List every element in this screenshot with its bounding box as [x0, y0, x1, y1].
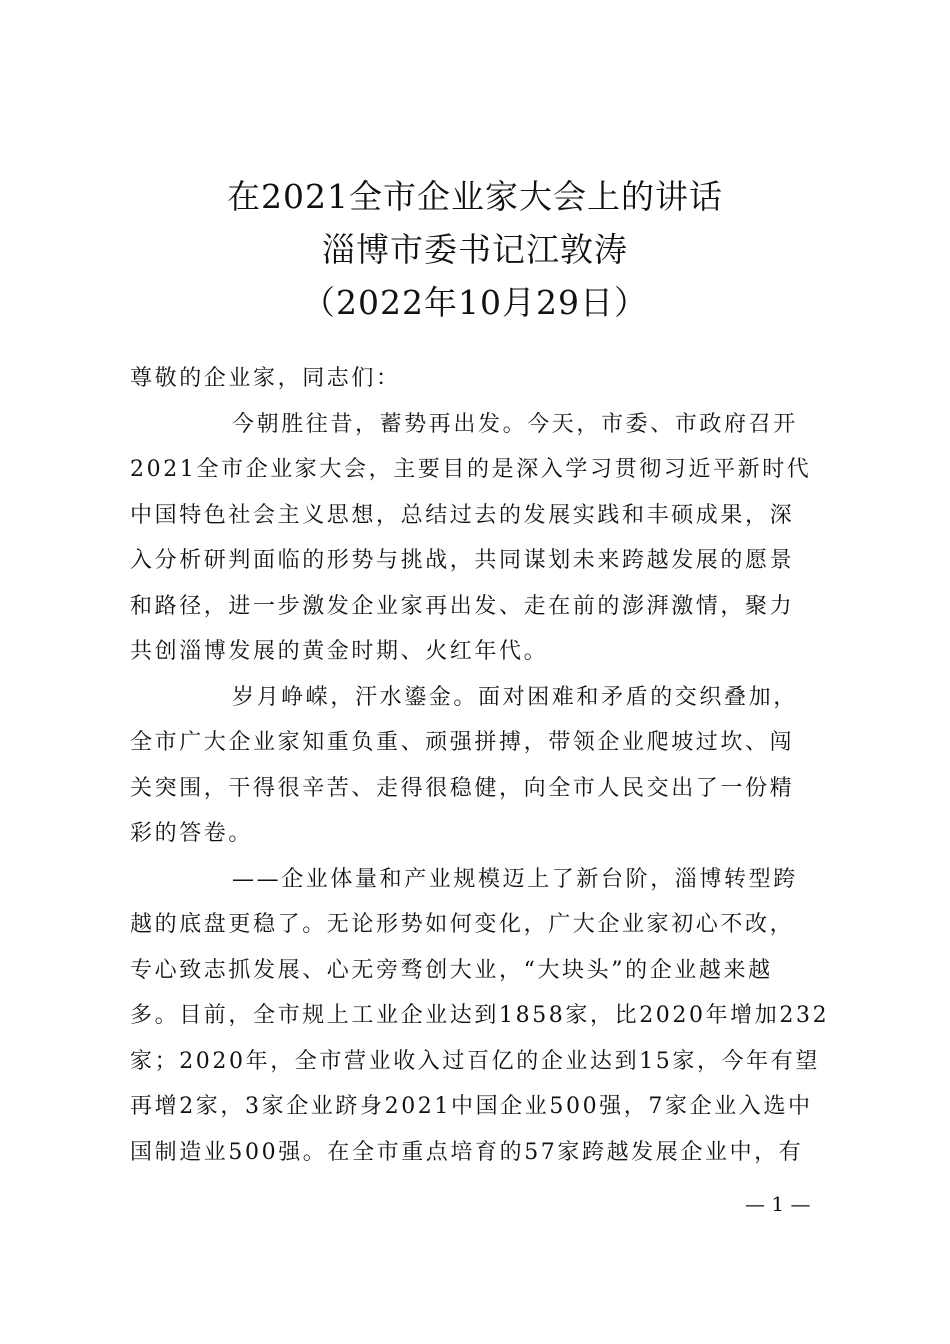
text-line: 岁月峥嵘，汗水鎏金。面对困难和矛盾的交织叠加，	[232, 684, 798, 710]
text-line: 专心致志抓发展、心无旁骛创大业，“大块头”的企业越来越	[130, 957, 773, 983]
text-line: 关突围，干得很辛苦、走得很稳健，向全市人民交出了一份精	[130, 775, 795, 801]
text-line: 越的底盘更稳了。无论形势如何变化，广大企业家初心不改，	[130, 912, 795, 937]
salutation: 尊敬的企业家，同志们：	[130, 366, 401, 391]
speech-body	[130, 356, 830, 1175]
paragraph-3	[130, 857, 830, 1176]
page-number: — 1 —	[745, 1192, 811, 1216]
text-line: 全市广大企业家知重负重、顽强拼搏，带领企业爬坡过坎、闯	[130, 730, 795, 755]
text-line: 再增2家，3家企业跻身2021中国企业500强，7家企业入选中	[130, 1094, 813, 1119]
title-block	[0, 170, 950, 329]
text-line: 家；2020年，全市营业收入过百亿的企业达到15家，今年有望	[130, 1048, 820, 1074]
text-line: 共创淄博发展的黄金时期、火红年代。	[130, 639, 549, 664]
text-line: ——企业体量和产业规模迈上了新台阶，淄博转型跨	[232, 866, 798, 892]
speech-date: （2022年10月29日）	[302, 283, 648, 322]
text-line: 入分析研判面临的形势与挑战，共同谋划未来跨越发展的愿景	[130, 548, 795, 573]
text-line: 和路径，进一步激发企业家再出发、走在前的澎湃激情，聚力	[130, 593, 795, 619]
text-line: 今朝胜往昔，蓄势再出发。今天，市委、市政府召开	[232, 411, 798, 437]
text-line: 彩的答卷。	[130, 821, 254, 846]
speech-title: 在2021全市企业家大会上的讲话	[227, 177, 723, 216]
text-line: 国制造业500强。在全市重点培育的57家跨越发展企业中，有	[130, 1139, 804, 1165]
text-line: 多。目前，全市规上工业企业达到1858家，比2020年增加232	[130, 1003, 830, 1028]
text-line: 中国特色社会主义思想，总结过去的发展实践和丰硕成果，深	[130, 502, 795, 528]
text-line: 2021全市企业家大会，主要目的是深入学习贯彻习近平新时代	[130, 457, 812, 482]
speaker-line: 淄博市委书记江敦涛	[322, 230, 628, 269]
paragraph-1	[130, 402, 830, 675]
paragraph-2	[130, 675, 830, 857]
